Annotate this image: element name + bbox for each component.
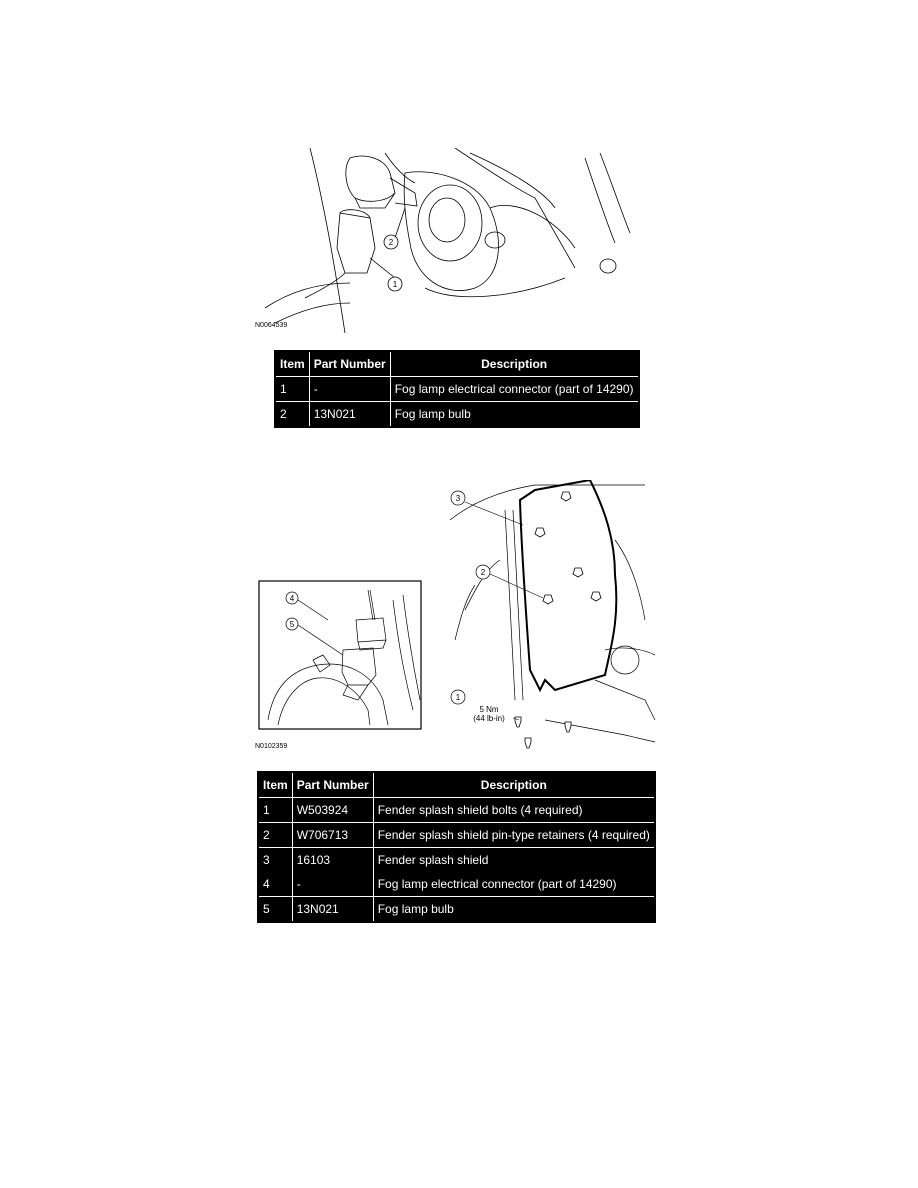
table-row xyxy=(258,848,655,873)
cell-description: Fog lamp bulb xyxy=(373,897,655,923)
cell-item: 1 xyxy=(275,377,309,402)
column-header-item: Item xyxy=(275,351,309,377)
cell-item: 2 xyxy=(258,823,292,848)
torque-value: 5 Nm xyxy=(479,705,499,714)
callout-2: 2 xyxy=(480,568,486,577)
cell-description: Fog lamp bulb xyxy=(390,402,638,428)
column-header-description: Description xyxy=(390,351,638,377)
column-header-part-number: Part Number xyxy=(309,351,390,377)
cell-description: Fender splash shield xyxy=(373,848,655,873)
cell-part-number: - xyxy=(292,872,373,897)
figure-id: N0102359 xyxy=(255,743,288,750)
cell-part-number: 16103 xyxy=(292,848,373,873)
table-row xyxy=(258,872,655,897)
column-header-item: Item xyxy=(258,772,292,798)
figure-fender-splash-shield xyxy=(445,480,660,750)
illustration-fender-splash-shield xyxy=(445,480,660,750)
table-row xyxy=(258,897,655,923)
cell-description: Fender splash shield pin-type retainers (4 required) xyxy=(373,823,655,848)
column-header-part-number: Part Number xyxy=(292,772,373,798)
callout-1: 1 xyxy=(392,280,398,289)
cell-item: 2 xyxy=(275,402,309,428)
table-row xyxy=(275,402,639,428)
cell-part-number: 13N021 xyxy=(292,897,373,923)
table-header-row xyxy=(275,351,639,377)
cell-description: Fender splash shield bolts (4 required) xyxy=(373,798,655,823)
cell-item: 5 xyxy=(258,897,292,923)
cell-part-number: - xyxy=(309,377,390,402)
callout-3: 3 xyxy=(455,494,461,503)
callout-1: 1 xyxy=(455,693,461,702)
illustration-inset-connector xyxy=(258,580,422,730)
callout-4: 4 xyxy=(289,594,295,603)
table-row xyxy=(275,377,639,402)
figure-id: N0064539 xyxy=(255,322,288,329)
cell-description: Fog lamp electrical connector (part of 14290) xyxy=(390,377,638,402)
table-row xyxy=(258,823,655,848)
cell-part-number: W706713 xyxy=(292,823,373,848)
cell-item: 3 xyxy=(258,848,292,873)
figure-inset-connector xyxy=(258,580,422,730)
column-header-description: Description xyxy=(373,772,655,798)
illustration-fog-lamp-bulb xyxy=(255,148,635,333)
table-header-row xyxy=(258,772,655,798)
parts-table-2 xyxy=(257,771,656,923)
cell-part-number: W503924 xyxy=(292,798,373,823)
cell-item: 1 xyxy=(258,798,292,823)
cell-description: Fog lamp electrical connector (part of 14290) xyxy=(373,872,655,897)
cell-item: 4 xyxy=(258,872,292,897)
callout-5: 5 xyxy=(289,620,295,629)
cell-part-number: 13N021 xyxy=(309,402,390,428)
table-row xyxy=(258,798,655,823)
callout-2: 2 xyxy=(388,238,394,247)
figure-fog-lamp-bulb xyxy=(255,148,635,333)
parts-table-1 xyxy=(274,350,640,428)
torque-value-imperial: (44 lb-in) xyxy=(473,714,505,723)
